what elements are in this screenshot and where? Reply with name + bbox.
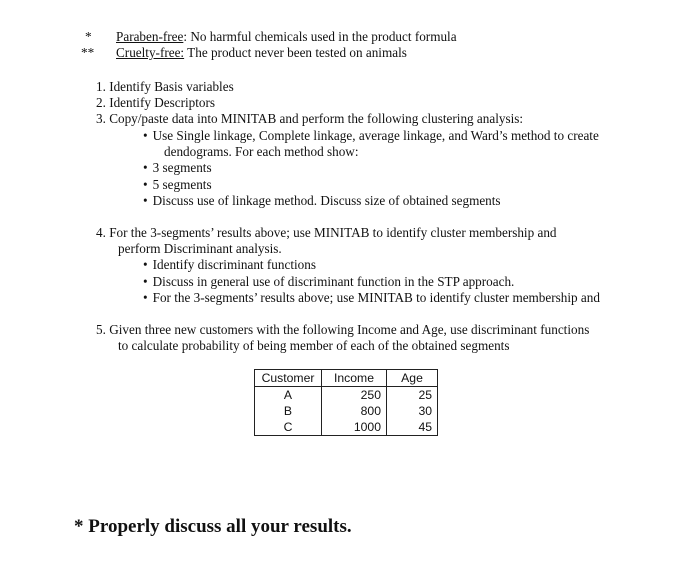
cell-customer: B	[255, 403, 322, 419]
footnote-marker-2: **	[81, 45, 95, 60]
item-4-bullet-1: • Identify discriminant functions	[143, 257, 316, 273]
footnote-text: No harmful chemicals used in the product formula	[187, 29, 457, 44]
table-row	[255, 419, 438, 436]
table-row	[255, 387, 438, 404]
item-3-bullet-3: • 5 segments	[143, 177, 212, 193]
cell-income: 250	[322, 387, 387, 404]
closing-note: * Properly discuss all your results.	[74, 516, 352, 537]
footnote-term: Paraben-free	[116, 29, 184, 44]
table-header-row	[255, 370, 438, 387]
item-2: 2. Identify Descriptors	[96, 95, 216, 110]
cell-age: 25	[387, 387, 438, 404]
item-3-bullet-4: • Discuss use of linkage method. Discuss size of obtained segments	[143, 193, 501, 209]
item-3-bullet-1: • Use Single linkage, Complete linkage, average linkage, and Ward’s method to create	[143, 128, 599, 144]
cell-age: 45	[387, 419, 438, 436]
footnote-term: Cruelty-free:	[116, 45, 185, 60]
header-income: Income	[322, 370, 387, 387]
item-4-bullet-3: • For the 3-segments’ results above; use MINITAB to identify cluster membership and	[143, 290, 600, 306]
footnote-text: The product never been tested on animals	[184, 45, 407, 60]
cell-age: 30	[387, 403, 438, 419]
customer-table	[254, 369, 438, 436]
footnote-sep: :	[183, 29, 188, 44]
item-4: 4. For the 3-segments’ results above; use MINITAB to identify cluster membership and	[96, 225, 557, 240]
header-customer: Customer	[255, 370, 322, 387]
item-5: 5. Given three new customers with the following Income and Age, use discriminant functions	[96, 322, 590, 337]
footnote-2	[116, 45, 407, 61]
item-3-bullet-2: • 3 segments	[143, 160, 212, 176]
cell-income: 800	[322, 403, 387, 419]
cell-income: 1000	[322, 419, 387, 436]
item-3: 3. Copy/paste data into MINITAB and perform the following clustering analysis:	[96, 111, 524, 126]
table-row	[255, 403, 438, 419]
item-4-cont: perform Discriminant analysis.	[118, 241, 282, 256]
footnote-marker-1: *	[85, 29, 92, 44]
footnote-1	[116, 29, 457, 45]
header-age: Age	[387, 370, 438, 387]
item-3-bullet-1-cont: dendograms. For each method show:	[164, 144, 359, 159]
cell-customer: A	[255, 387, 322, 404]
cell-customer: C	[255, 419, 322, 436]
item-1: 1. Identify Basis variables	[96, 79, 234, 94]
item-5-cont: to calculate probability of being member of each of the obtained segments	[118, 338, 510, 353]
item-4-bullet-2: • Discuss in general use of discriminant function in the STP approach.	[143, 274, 514, 290]
